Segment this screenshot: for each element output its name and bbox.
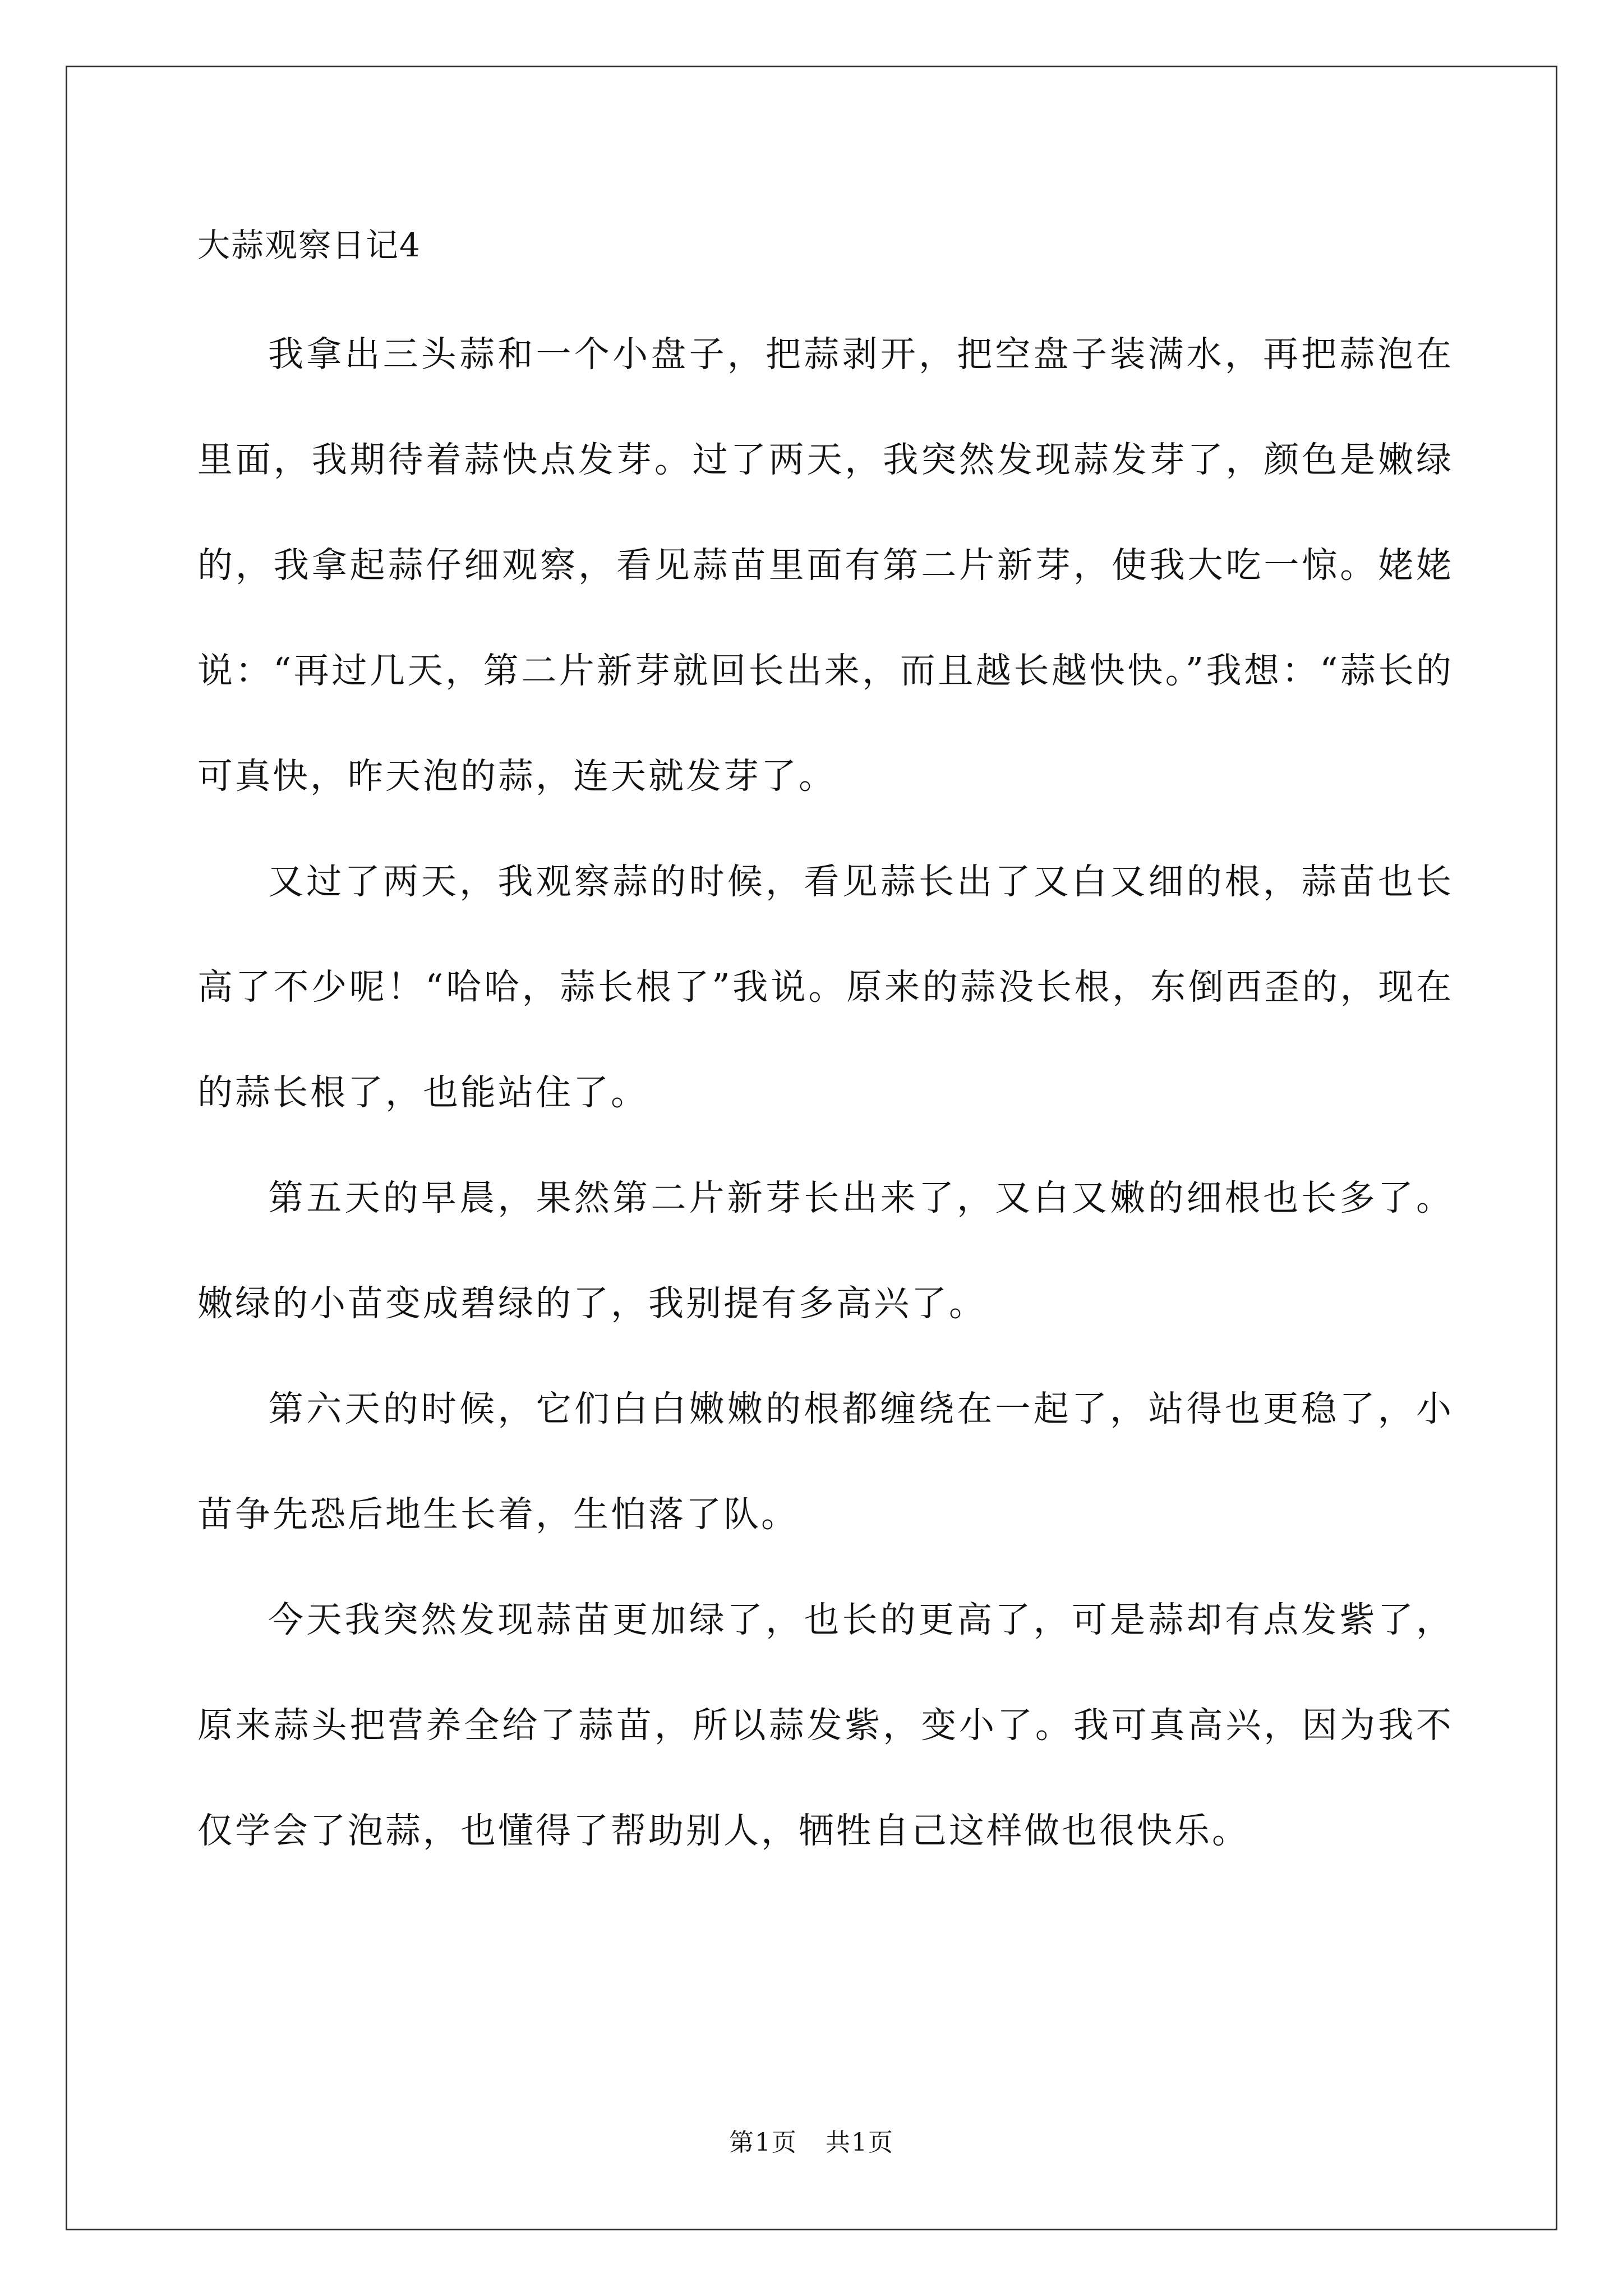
page-total: 共1页 [826,2128,894,2157]
paragraph-3: 第五天的早晨，果然第二片新芽长出来了，又白又嫩的细根也长多了。嫩绿的小苗变成碧绿的了，我别提有多高兴了。 [197,1177,1454,1324]
paragraph-5: 今天我突然发现蒜苗更加绿了，也长的更高了，可是蒜却有点发紫了，原来蒜头把营养全给了蒜苗，所以蒜发紫，变小了。我可真高兴，因为我不仅学会了泡蒜，也懂得了帮助别人，牺牲自己这样做也很快乐。 [197,1599,1454,1851]
page-footer [0,2126,1623,2160]
paragraph-1: 我拿出三头蒜和一个小盘子，把蒜剥开，把空盘子装满水，再把蒜泡在里面，我期待着蒜快点发芽。过了两天，我突然发现蒜发芽了，颜色是嫩绿的，我拿起蒜仔细观察，看见蒜苗里面有第二片新芽，使我大吃一惊。姥姥说：“再过几天，第二片新芽就回长出来，而且越长越快快。”我想：“蒜长的可真快，昨天泡的蒜，连天就发芽了。 [197,334,1454,797]
page-number: 第1页 [729,2128,797,2157]
paragraph-4: 第六天的时候，它们白白嫩嫩的根都缠绕在一起了，站得也更稳了，小苗争先恐后地生长着，生怕落了队。 [197,1388,1454,1535]
document-title: 大蒜观察日记4 [197,226,421,264]
paragraph-2: 又过了两天，我观察蒜的时候，看见蒜长出了又白又细的根，蒜苗也长高了不少呢！“哈哈，蒜长根了”我说。原来的蒜没长根，东倒西歪的，现在的蒜长根了，也能站住了。 [197,861,1454,1113]
document-body [197,220,1454,1884]
